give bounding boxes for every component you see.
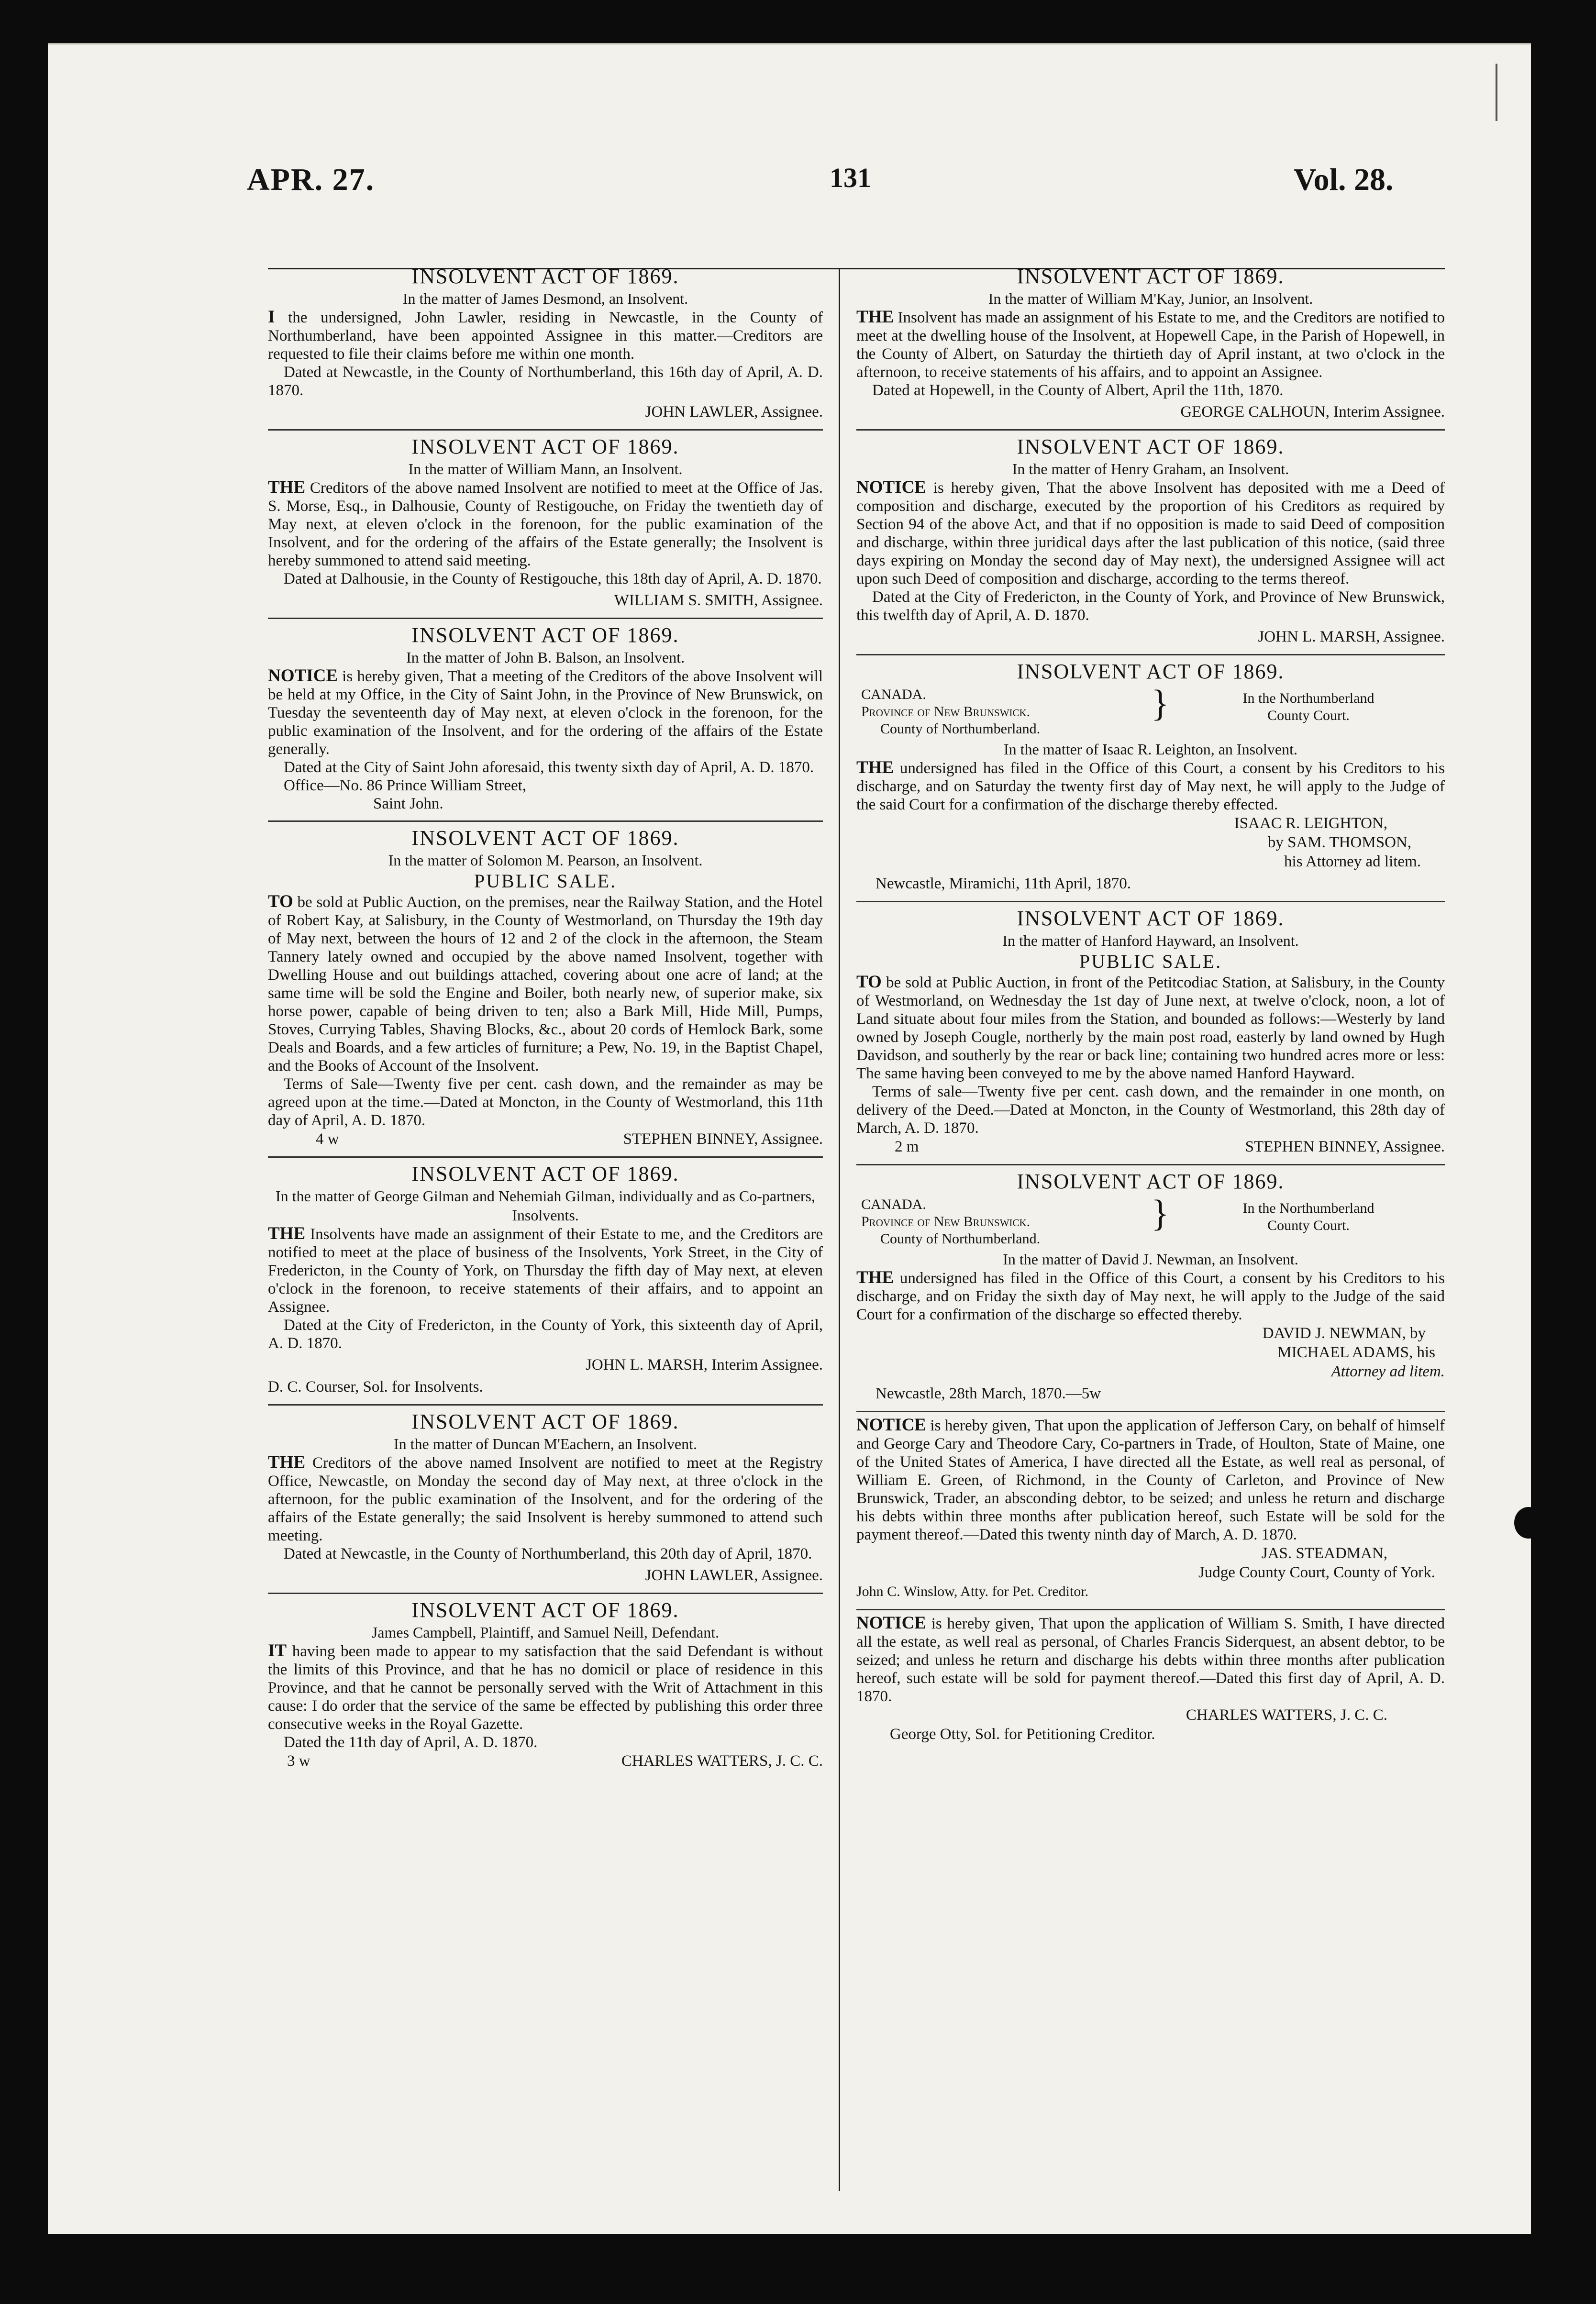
notice-title: INSOLVENT ACT OF 1869. [411,265,679,288]
notice-signature: JOHN L. MARSH, Interim Assignee. [586,1356,823,1374]
notice-body: NOTICE is hereby given, That upon the application of William S. Smith, I have directed all the estate, as well real as personal, of Charles Francis Siderquest, an absent debtor, to be seized; and unless he return and discharge his debts within three months after publication hereof, such estate will be sold for payment thereof.—Dated this first day of April, A. D. 1870. [856,1613,1445,1705]
notice-title: INSOLVENT ACT OF 1869. [1017,265,1285,288]
notice-dated: Dated at Newcastle, in the County of Northumberland, this 16th day of April, A. D. 1870. [268,364,823,399]
notice-dated: Dated the 11th day of April, A. D. 1870. [284,1734,538,1751]
notice-solicitor: George Otty, Sol. for Petitioning Creditor. [890,1726,1155,1743]
notice-desmond [268,264,823,421]
judge-name: JAS. STEADMAN, [1261,1545,1387,1562]
notice-body: NOTICE is hereby given, That a meeting of the Creditors of the above Insolvent will be held at my Office, in the City of Saint John, in the Province of New Brunswick, on Tuesday the seventeenth day of May next, at eleven o'clock in the forenoon, for the public examination of the Insolvent, and for the ordering of the affairs of the Estate generally. Dated at the City of Saint John aforesaid, this twenty sixth day of April, A. D. 1870. Office—No. 86 Prince William Street, Saint John. [268,666,823,812]
notice-dated: Dated at the City of Fredericton, in the County of York, this sixteenth day of April, A. D. 1870. [268,1317,823,1352]
lead-word: NOTICE [856,1613,926,1633]
notice-signature: JOHN LAWLER, Assignee. [645,403,823,421]
notice-matter: In the matter of David J. Newman, an Insolvent. [1003,1251,1298,1268]
applicant-name: DAVID J. NEWMAN, by [1262,1325,1426,1342]
notice-title: INSOLVENT ACT OF 1869. [1017,660,1285,683]
notice-body: THE Insolvent has made an assignment of his Estate to me, and the Creditors are notified to meet at the dwelling house of the Insolvent, at Hopewell Cape, in the Parish of Hopewell, in the County of Albert, on Saturday the thirtieth day of April instant, at two o'clock in the afternoon, to receive statements of his affairs, and to appoint an Assignee. Dated at Hopewell, in the County of Albert, April the 11th, 1870. [856,307,1445,399]
lead-word: I [268,307,275,327]
notice-body: TO be sold at Public Auction, in front of the Petitcodiac Station, at Salisbury, in the County of Westmorland, on Wednesday the 1st day of June next, at twelve o'clock, noon, a lot of Land situate about four miles from the Station, and bounded as follows:—Westerly by land owned by Joseph Cougle, northerly by the main post road, easterly by land owned by Hugh Davidson, and southerly by the rear or back line; containing two hundred acres more or less: The same having been conveyed to me by the above named Hanford Hayward. Terms of sale—Twenty five per cent. cash down, and the remainder in one month, on delivery of the Deed.—Dated at Moncton, in the County of Westmorland, this 28th day of March, A. D. 1870. [856,972,1445,1137]
notice-signature: JOHN L. MARSH, Assignee. [1258,628,1445,645]
notice-terms: Terms of Sale—Twenty five per cent. cash down, and the remainder as may be agreed upon at the time.—Dated at Moncton, in the County of Westmorland, this 11th day of April, A. D. 1870. [268,1075,823,1129]
notice-cary [856,1411,1445,1601]
lead-word: THE [856,307,894,327]
notice-matter: In the matter of Hanford Hayward, an Insolvent. [1002,932,1299,949]
lead-word: TO [268,892,293,911]
court-heading [856,682,1445,738]
notice-dated: Dated at Dalhousie, in the County of Restigouche, this 18th day of April, A. D. 1870. [284,570,822,587]
county-label: County of Northumberland. [880,1231,1041,1247]
canada-label: CANADA. [861,1196,926,1212]
notice-meachern [268,1404,823,1585]
notice-body: THE undersigned has filed in the Office of this Court, a consent by his Creditors to his discharge, and on Friday the sixth day of May next, he will apply to the Judge of the said Court for a confirmation of the discharge so effected thereby. [856,1268,1445,1323]
notice-body: IT having been made to appear to my satisfaction that the said Defendant is without the limits of this Province, and that he has no domicil or place of residence in this Province, and that he cannot be personally served with the Writ of Attachment in this cause: I do order that the service of the same be effected by publishing this order three consecutive weeks in the Royal Gazette. Dated the 11th day of April, A. D. 1870. [268,1641,823,1751]
notice-mkay [856,264,1445,421]
column-divider [839,268,840,2191]
notice-body: THE undersigned has filed in the Office of this Court, a consent by his Creditors to his discharge, and on Saturday the twenty first day of May next, he will apply to the Judge of the said Court for a confirmation of the discharge thereby effected. [856,758,1445,813]
applicant-name: ISAAC R. LEIGHTON, [1234,815,1387,832]
notice-matter: In the matter of Duncan M'Eachern, an Insolvent. [394,1435,697,1452]
notice-body: THE Creditors of the above named Insolvent are notified to meet at the Office of Jas. S. Morse, Esq., in Dalhousie, County of Restigouche, on Friday the twentieth day of May next, at eleven o'clock in the forenoon, for the public examination of the Insolvent, and for the ordering of the affairs of the Estate generally; the Insolvent is hereby summoned to attend said meeting. Dated at Dalhousie, in the County of Restigouche, this 18th day of April, A. D. 1870. [268,477,823,587]
notice-subtitle: PUBLIC SALE. [1079,951,1222,972]
notice-signature: STEPHEN BINNEY, Assignee. [1245,1138,1445,1155]
notice-leighton [856,654,1445,893]
notice-mann [268,429,823,610]
insertion-mark: 4 w [316,1130,339,1148]
attorney-title: his Attorney ad litem. [1284,853,1421,870]
notice-matter: In the matter of John B. Balson, an Insolvent. [406,649,685,666]
notice-matter: In the matter of William Mann, an Insolvent. [408,460,683,477]
lead-word: NOTICE [856,1415,926,1435]
notice-matter: In the matter of Henry Graham, an Insolvent. [1012,460,1289,477]
right-column [856,264,1445,1744]
judge-name: CHARLES WATTERS, J. C. C. [1186,1706,1387,1724]
notice-body: TO be sold at Public Auction, on the premises, near the Railway Station, and the Hotel of Robert Kay, at Salisbury, in the County of Westmorland, on Thursday the 19th day of May next, between the hours of 12 and 2 of the clock in the afternoon, the Steam Tannery lately owned and occupied by the above named Insolvent, together with Dwelling House and out buildings attached, covering about one acre of land; at the same time will be sold the Engine and Boiler, both nearly new, of superior make, six horse power, capable of being driven to ten; also a Bark Mill, Hide Mill, Pumps, Stoves, Currying Tables, Shaving Blocks, &c., about 20 cords of Hemlock Bark, some Deals and Boards, and a few articles of furniture; a Pew, No. 19, in the Baptist Chapel, and the Books of Account of the Insolvent. Terms of Sale—Twenty five per cent. cash down, and the remainder as may be agreed upon at the time.—Dated at Moncton, in the County of Westmorland, this 11th day of April, A. D. 1870. [268,892,823,1129]
notice-place: Newcastle, Miramichi, 11th April, 1870. [876,875,1131,892]
notice-signature: WILLIAM S. SMITH, Assignee. [614,592,823,609]
office-city: Saint John. [373,795,443,812]
lead-word: TO [856,972,882,992]
canada-label: CANADA. [861,687,926,702]
lead-word: THE [856,758,894,777]
notice-siderquest [856,1609,1445,1744]
lead-word: NOTICE [268,666,338,686]
attorney-name: by SAM. THOMSON, [1267,834,1411,851]
notice-title: INSOLVENT ACT OF 1869. [411,623,679,647]
binding-hole [1514,1507,1543,1539]
lead-word: THE [268,1224,306,1243]
notice-signature: STEPHEN BINNEY, Assignee. [623,1130,823,1148]
lead-word: NOTICE [856,477,926,497]
lead-word: THE [268,477,306,497]
notice-dated: Dated at the City of Fredericton, in the County of York, and Province of New Brunswick, this twelfth day of April, A. D. 1870. [856,588,1445,624]
issue-date: APR. 27. [247,162,375,197]
insertion-mark: 3 w [287,1752,310,1770]
notice-title: INSOLVENT ACT OF 1869. [1017,907,1285,930]
attorney-name: MICHAEL ADAMS, his [1277,1344,1435,1361]
notice-place: Newcastle, 28th March, 1870.—5w [876,1385,1101,1402]
notice-graham [856,429,1445,646]
notice-title: INSOLVENT ACT OF 1869. [411,1410,679,1433]
notice-dated: Dated at the City of Saint John aforesaid, this twenty sixth day of April, A. D. 1870. [284,759,814,776]
notice-attorney: John C. Winslow, Atty. for Pet. Creditor. [856,1584,1089,1599]
notice-solicitor: D. C. Courser, Sol. for Insolvents. [268,1378,483,1396]
court-name: In the Northumberland [1242,1200,1374,1216]
notice-pearson [268,820,823,1149]
notice-subtitle: PUBLIC SALE. [474,870,617,892]
province-label: Province of New Brunswick. [861,1214,1031,1230]
notice-title: INSOLVENT ACT OF 1869. [1017,435,1285,458]
notice-terms: Terms of sale—Twenty five per cent. cash down, and the remainder in one month, on delivery of the Deed.—Dated at Moncton, in the County of Westmorland, this 28th day of March, A. D. 1870. [856,1083,1445,1137]
notice-body: THE Creditors of the above named Insolvent are notified to meet at the Registry Office, Newcastle, on Monday the second day of May next, at three o'clock in the afternoon, for the public examination of the Insolvent, and for the ordering of the affairs of the Estate generally; the said Insolvent is hereby summoned to attend such meeting. Dated at Newcastle, in the County of Northumberland, this 20th day of April, 1870. [268,1452,823,1562]
notice-hayward [856,901,1445,1156]
notice-title: INSOLVENT ACT OF 1869. [411,435,679,458]
notice-gilman [268,1156,823,1396]
attorney-title: Attorney ad litem. [1331,1363,1445,1380]
office-address: Office—No. 86 Prince William Street, [284,777,527,794]
notice-body: NOTICE is hereby given, That upon the application of Jefferson Cary, on behalf of himself and George Cary and Theodore Cary, Co-partners in Trade, of Houlton, State of Maine, one of the United States of America, I have directed all the Estate, as well real as personal, of William E. Green, of Richmond, in the County of Carleton, and Province of New Brunswick, Trader, an absconding debtor, to be seized; and unless he return and discharge his debts within three months after publication hereof, such Estate will be sold for the payment thereof.—Dated this twenty ninth day of March, A. D. 1870. [856,1415,1445,1543]
court-type: County Court. [1267,1218,1350,1233]
court-type: County Court. [1267,708,1350,723]
judge-title: Judge County Court, County of York. [1198,1564,1435,1581]
notice-body: I the undersigned, John Lawler, residing in Newcastle, in the County of Northumberland, have been appointed Assignee in this matter.—Creditors are requested to file their claims before me within one month. Dated at Newcastle, in the County of Northumberland, this 16th day of April, A. D. 1870. [268,307,823,399]
notice-campbell [268,1593,823,1771]
brace-glyph: } [1151,1192,1169,1234]
notice-dated: Dated at Hopewell, in the County of Albert, April the 11th, 1870. [872,382,1284,399]
page-number: 131 [830,162,871,193]
lead-word: THE [856,1268,894,1287]
notice-signature: JOHN LAWLER, Assignee. [645,1567,823,1584]
volume-number: Vol. 28. [1294,162,1394,197]
insertion-mark: 2 m [895,1138,919,1155]
notice-body: THE Insolvents have made an assignment of their Estate to me, and the Creditors are notified to meet at the place of business of the Insolvents, York Street, in the City of Fredericton, in the County of York, on Thursday the fifth day of May next, at eleven o'clock in the forenoon, to receive statements of their affairs, and to appoint an Assignee. Dated at the City of Fredericton, in the County of York, this sixteenth day of April, A. D. 1870. [268,1224,823,1352]
notice-newman [856,1164,1445,1403]
notice-matter: In the matter of Isaac R. Leighton, an Insolvent. [1003,741,1298,758]
notice-signature: GEORGE CALHOUN, Interim Assignee. [1180,403,1445,421]
lead-word: THE [268,1452,306,1472]
edge-scratch [1496,64,1497,121]
court-name: In the Northumberland [1242,690,1374,706]
notice-matter: In the matter of George Gilman and Nehemiah Gilman, individually and as Co-partners, Insolvents. [276,1187,815,1224]
notice-title: INSOLVENT ACT OF 1869. [411,826,679,850]
notice-matter: James Campbell, Plaintiff, and Samuel Neill, Defendant. [371,1624,720,1641]
notice-signature: CHARLES WATTERS, J. C. C. [621,1752,823,1770]
notice-matter: In the matter of James Desmond, an Insolvent. [402,290,688,307]
brace-glyph: } [1151,682,1169,724]
lead-word: IT [268,1641,287,1661]
left-column [268,264,823,1771]
province-label: Province of New Brunswick. [861,704,1031,720]
notice-matter: In the matter of William M'Kay, Junior, an Insolvent. [988,290,1313,307]
notice-title: INSOLVENT ACT OF 1869. [411,1162,679,1185]
notice-balson [268,618,823,813]
court-heading [856,1192,1445,1248]
notice-body: NOTICE is hereby given, That the above Insolvent has deposited with me a Deed of composition and discharge, executed by the proportion of his Creditors as required by Section 94 of the above Act, and that if no opposition is made to said Deed of composition and discharge, within three juridical days after the last publication of this notice, (said three days expiring on Monday the second day of May next), the undersigned Assignee will act upon such Deed of composition and discharge, according to the terms thereof. Dated at the City of Fredericton, in the County of York, and Province of New Brunswick, this twelfth day of April, A. D. 1870. [856,477,1445,624]
notice-dated: Dated at Newcastle, in the County of Northumberland, this 20th day of April, 1870. [284,1545,812,1562]
notice-title: INSOLVENT ACT OF 1869. [411,1598,679,1622]
county-label: County of Northumberland. [880,721,1041,737]
notice-title: INSOLVENT ACT OF 1869. [1017,1170,1285,1193]
notice-matter: In the matter of Solomon M. Pearson, an Insolvent. [388,852,703,869]
